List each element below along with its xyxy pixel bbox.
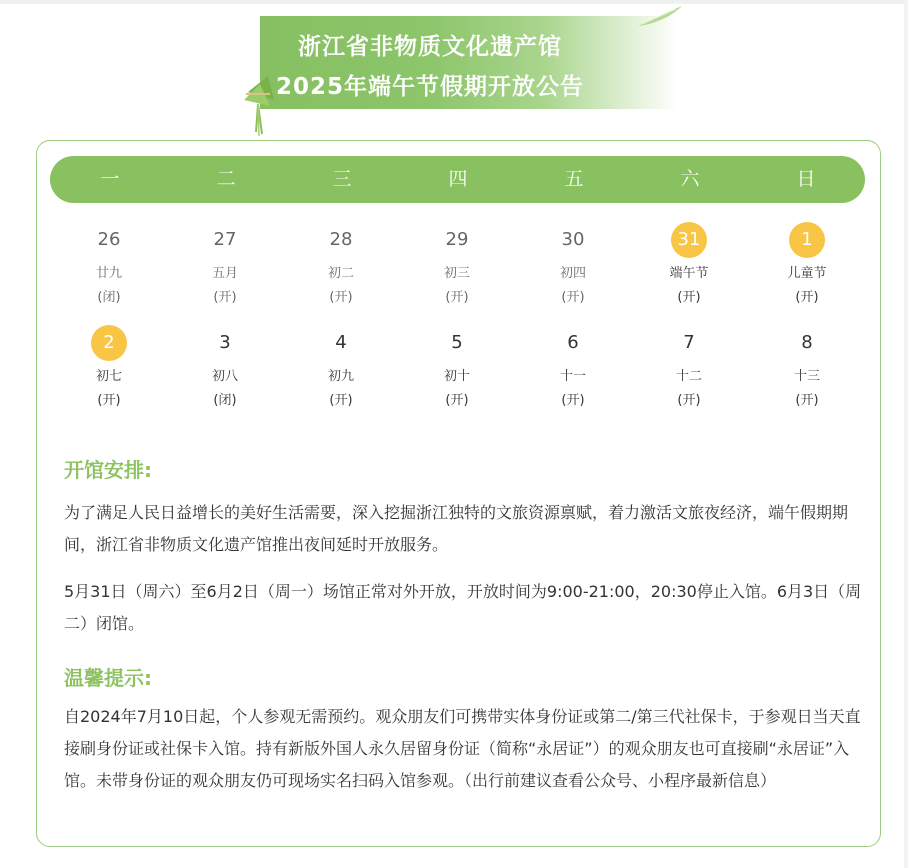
open-status: (开)	[795, 290, 819, 305]
tips-heading: 温馨提示:	[64, 666, 152, 690]
weekday-wed: 三	[332, 168, 352, 190]
calendar-day	[167, 325, 283, 410]
day-number-highlight: 2	[91, 325, 127, 361]
calendar-day	[631, 325, 747, 410]
day-number: 7	[683, 332, 695, 353]
weekday-header	[50, 156, 865, 203]
open-status: (开)	[561, 393, 585, 408]
day-number: 28	[329, 229, 353, 250]
calendar-day	[283, 325, 399, 410]
open-status: (开)	[561, 290, 585, 305]
lunar-date: 十三	[793, 369, 820, 384]
open-status: (闭)	[213, 393, 237, 408]
calendar-day-highlighted	[51, 325, 167, 410]
calendar-day	[749, 325, 865, 410]
open-status: (开)	[329, 393, 353, 408]
lunar-date: 初九	[327, 369, 354, 384]
weekday-sun: 日	[796, 168, 816, 190]
lunar-date: 初四	[559, 266, 586, 281]
open-status: (闭)	[97, 290, 121, 305]
schedule-paragraph-2: 5月31日（周六）至6月2日（周一）场馆正常对外开放，开放时间为9:00-21:00，20:30停止入馆。6月3日（周二）闭馆。	[64, 582, 862, 633]
calendar-day	[399, 222, 515, 307]
open-status: (开)	[795, 393, 819, 408]
lunar-date: 十一	[559, 369, 586, 384]
open-status: (开)	[445, 393, 469, 408]
calendar-day-highlighted	[631, 222, 747, 307]
scrollbar-track[interactable]	[904, 0, 908, 868]
calendar-day	[167, 222, 283, 307]
day-number: 29	[445, 229, 469, 250]
weekday-sat: 六	[680, 168, 700, 190]
calendar-day	[399, 325, 515, 410]
top-divider	[0, 0, 908, 4]
open-status: (开)	[445, 290, 469, 305]
weekday-fri: 五	[564, 168, 584, 190]
day-number: 5	[451, 332, 463, 353]
day-number: 27	[213, 229, 237, 250]
bamboo-leaf-icon	[636, 4, 684, 28]
day-number: 26	[97, 229, 121, 250]
day-number: 8	[801, 332, 813, 353]
lunar-date: 端午节	[669, 266, 709, 281]
lunar-date: 儿童节	[787, 266, 827, 281]
banner-title: 浙江省非物质文化遗产馆	[298, 34, 562, 60]
lunar-date: 十二	[675, 369, 702, 384]
tips-paragraph: 自2024年7月10日起，个人参观无需预约。观众朋友们可携带实体身份证或第二/第三代社保卡，于参观日当天直接刷身份证或社保卡入馆。持有新版外国人永久居留身份证（简称“永居证”）的观众朋友也可直接刷“永居证”入馆。未带身份证的观众朋友仍可现场实名扫码入馆参观。（出行前建议查看公众号、小程序最新信息）	[64, 707, 861, 790]
schedule-heading: 开馆安排:	[64, 458, 152, 482]
calendar-day	[515, 325, 631, 410]
lunar-date: 初七	[95, 369, 122, 384]
open-status: (开)	[677, 290, 701, 305]
banner-subtitle: 2025年端午节假期开放公告	[275, 74, 584, 100]
lunar-date: 初三	[443, 266, 470, 281]
calendar-day	[283, 222, 399, 307]
lunar-date: 初二	[327, 266, 354, 281]
day-number-highlight: 31	[671, 222, 707, 258]
lunar-date: 廿九	[95, 266, 122, 281]
open-status: (开)	[329, 290, 353, 305]
day-number: 4	[335, 332, 347, 353]
weekday-tue: 二	[216, 168, 236, 190]
open-status: (开)	[677, 393, 701, 408]
calendar-day	[51, 222, 167, 307]
day-number: 6	[567, 332, 579, 353]
notice-banner	[260, 16, 678, 109]
lunar-date: 初十	[443, 369, 470, 384]
schedule-paragraph-1: 为了满足人民日益增长的美好生活需要，深入挖掘浙江独特的文旅资源禀赋，着力激活文旅夜经济，端午假期期间，浙江省非物质文化遗产馆推出夜间延时开放服务。	[64, 503, 849, 554]
day-number-highlight: 1	[789, 222, 825, 258]
calendar-day	[515, 222, 631, 307]
zongzi-icon	[240, 70, 280, 140]
open-status: (开)	[213, 290, 237, 305]
calendar-day-highlighted	[749, 222, 865, 307]
lunar-date: 五月	[211, 266, 238, 281]
weekday-thu: 四	[448, 168, 468, 190]
open-status: (开)	[97, 393, 121, 408]
lunar-date: 初八	[211, 369, 238, 384]
weekday-mon: 一	[100, 168, 120, 190]
day-number: 3	[219, 332, 231, 353]
day-number: 30	[561, 229, 585, 250]
